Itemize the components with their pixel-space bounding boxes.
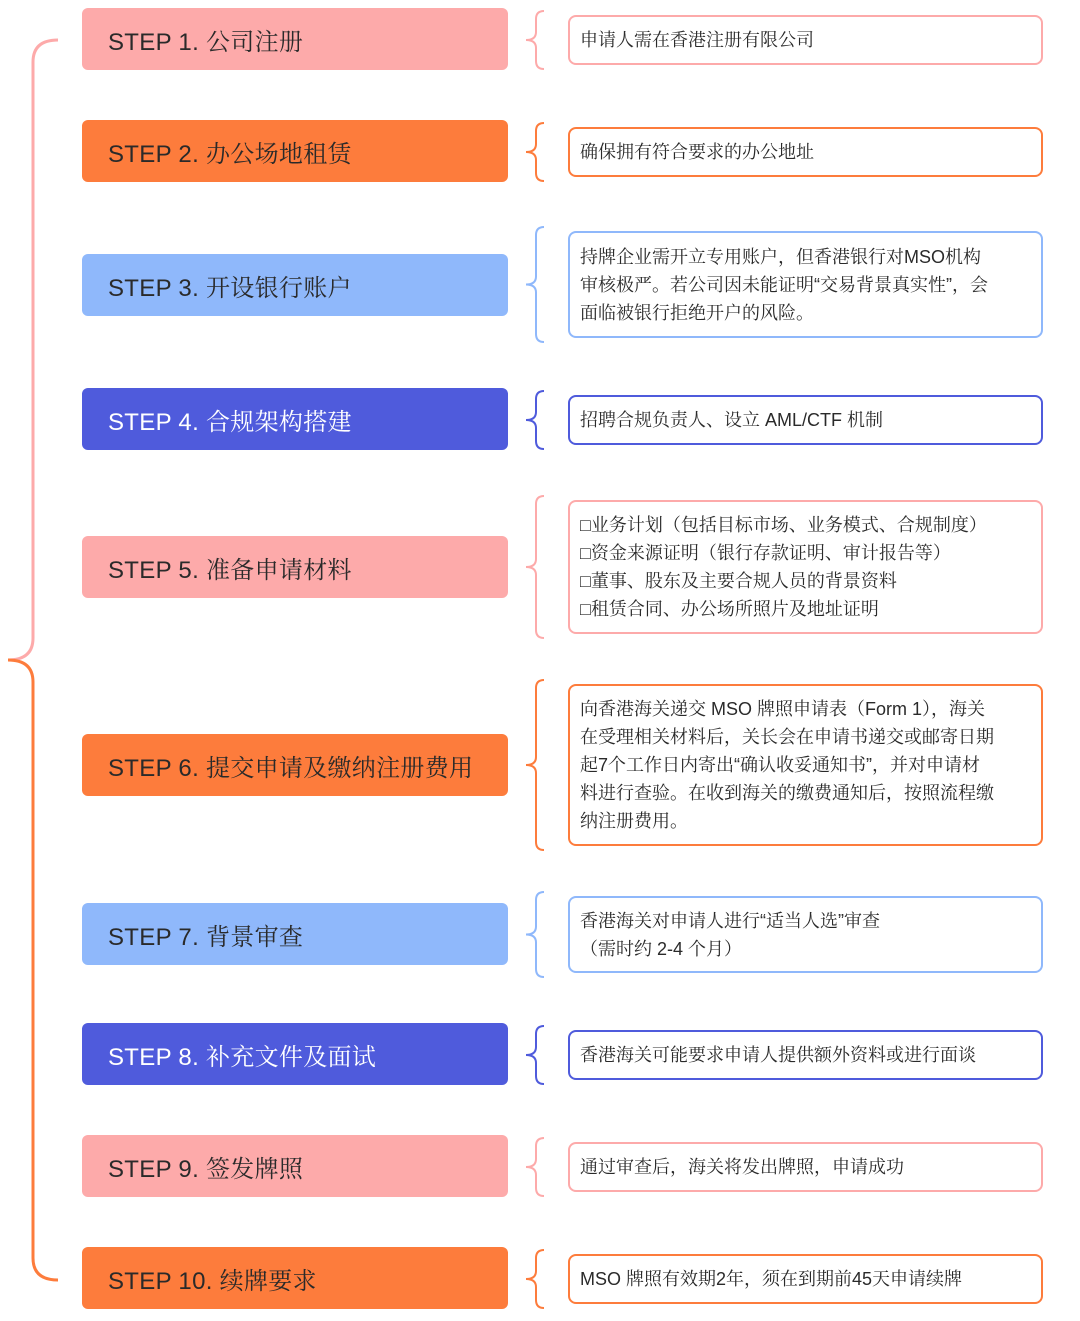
- step-6-box: [82, 734, 508, 796]
- step-10-label: STEP 10. 续牌要求: [108, 1267, 317, 1295]
- step-5-desc-line: □业务计划（包括目标市场、业务模式、合规制度）: [580, 515, 987, 535]
- step-5-label: STEP 5. 准备申请材料: [108, 556, 352, 584]
- step-10-box: [82, 1247, 508, 1309]
- step-4-label: STEP 4. 合规架构搭建: [108, 408, 352, 436]
- step-9-box: [82, 1135, 508, 1197]
- step-2-label: STEP 2. 办公场地租赁: [108, 140, 352, 168]
- step-5-desc-line: □租赁合同、办公场所照片及地址证明: [580, 599, 879, 619]
- step-6-desc-line: 在受理相关材料后，关长会在申请书递交或邮寄日期: [580, 727, 994, 747]
- step-7-desc-line: 香港海关对申请人进行“适当人选”审查: [580, 910, 880, 931]
- step-6-desc-line: 起7个工作日内寄出“确认收妥通知书”，并对申请材: [580, 755, 980, 775]
- step-7-description: [568, 896, 1043, 973]
- step-6-label: STEP 6. 提交申请及缴纳注册费用: [108, 754, 474, 782]
- step-1-bracket: [526, 11, 544, 69]
- step-4-desc-line: 招聘合规负责人、设立 AML/CTF 机制: [580, 410, 884, 430]
- step-3-desc-line: 持牌企业需开立专用账户，但香港银行对MSO机构: [580, 246, 981, 267]
- step-3-desc-line: 面临被银行拒绝开户的风险。: [580, 302, 814, 323]
- step-5-desc-line: □资金来源证明（银行存款证明、审计报告等）: [580, 543, 951, 563]
- outer-bracket-top: [8, 40, 58, 660]
- step-7-desc-line: （需时约 2-4 个月）: [580, 938, 743, 959]
- step-3-description: [568, 231, 1043, 338]
- step-6-desc-line: 向香港海关递交 MSO 牌照申请表（Form 1），海关: [580, 699, 986, 719]
- outer-bracket-bottom: [8, 660, 58, 1280]
- step-8-box: [82, 1023, 508, 1085]
- step-1-description: [568, 15, 1043, 65]
- step-7-label: STEP 7. 背景审查: [108, 923, 304, 951]
- step-2-desc-line: 确保拥有符合要求的办公地址: [580, 142, 814, 162]
- step-6-description: [568, 684, 1043, 846]
- step-6-bracket: [526, 680, 544, 850]
- step-9-bracket: [526, 1138, 544, 1196]
- step-9-label: STEP 9. 签发牌照: [108, 1155, 304, 1183]
- step-5-box: [82, 536, 508, 598]
- step-3-label: STEP 3. 开设银行账户: [108, 274, 352, 302]
- step-2-description: [568, 127, 1043, 177]
- step-7-box: [82, 903, 508, 965]
- step-2-box: [82, 120, 508, 182]
- step-10-desc-line: MSO 牌照有效期2年，须在到期前45天申请续牌: [580, 1269, 963, 1289]
- step-1-box: [82, 8, 508, 70]
- step-3-bracket: [526, 227, 544, 342]
- step-8-description: [568, 1030, 1043, 1080]
- step-5-bracket: [526, 496, 544, 638]
- step-9-description: [568, 1142, 1043, 1192]
- step-2-bracket: [526, 123, 544, 181]
- step-4-bracket: [526, 391, 544, 449]
- step-4-box: [82, 388, 508, 450]
- step-10-description: [568, 1254, 1043, 1304]
- step-1-desc-line: 申请人需在香港注册有限公司: [580, 30, 814, 50]
- step-7-bracket: [526, 892, 544, 977]
- step-8-label: STEP 8. 补充文件及面试: [108, 1043, 377, 1071]
- step-10-bracket: [526, 1250, 544, 1308]
- step-8-desc-line: 香港海关可能要求申请人提供额外资料或进行面谈: [580, 1045, 976, 1065]
- step-8-bracket: [526, 1026, 544, 1084]
- step-1-label: STEP 1. 公司注册: [108, 28, 304, 56]
- step-3-desc-line: 审核极严。若公司因未能证明“交易背景真实性”，会: [580, 274, 988, 295]
- step-6-desc-line: 料进行查验。在收到海关的缴费通知后，按照流程缴: [580, 783, 994, 803]
- step-3-box: [82, 254, 508, 316]
- small-brackets: [526, 11, 544, 1308]
- step-4-description: [568, 395, 1043, 445]
- step-6-desc-line: 纳注册费用。: [580, 811, 688, 831]
- step-9-desc-line: 通过审查后，海关将发出牌照，申请成功: [580, 1157, 904, 1177]
- step-5-desc-line: □董事、股东及主要合规人员的背景资料: [580, 571, 897, 591]
- step-5-description: [568, 500, 1043, 634]
